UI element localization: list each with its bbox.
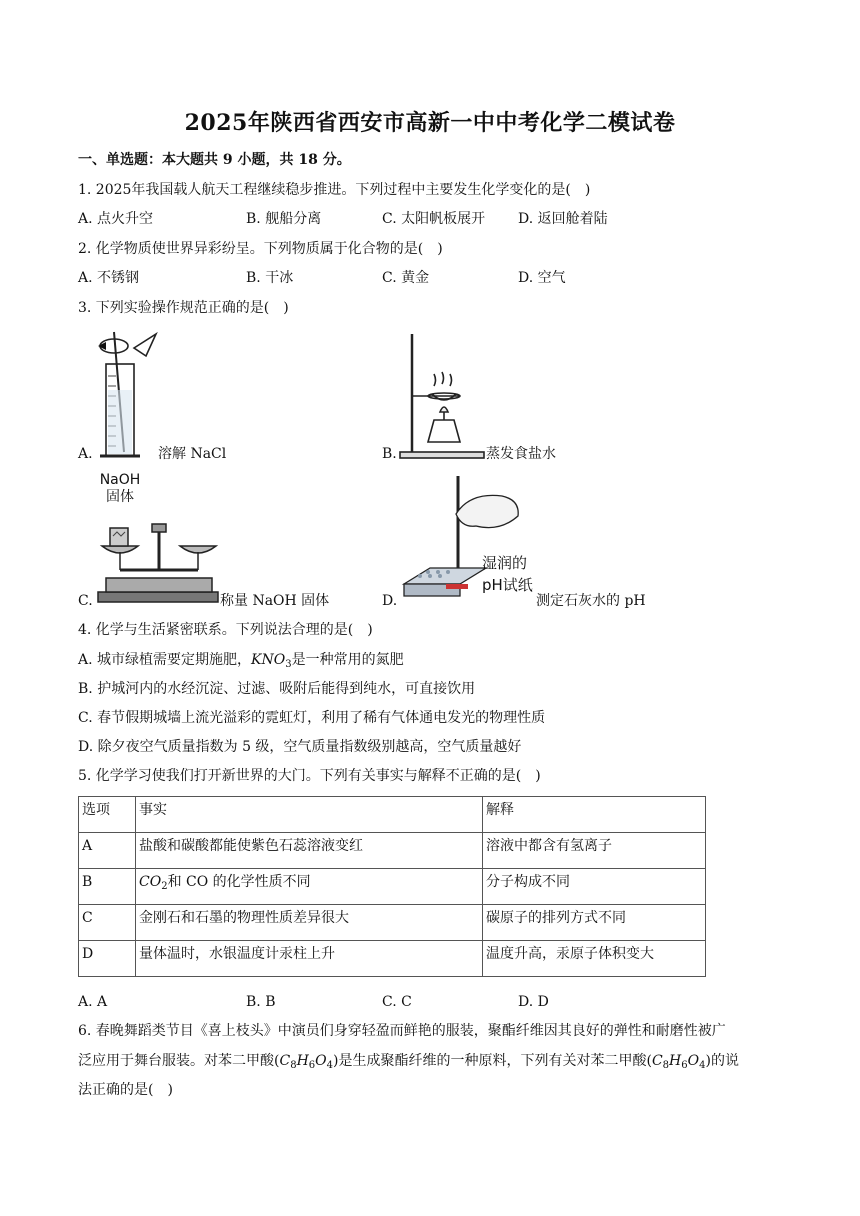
dissolve-nacl-figure bbox=[94, 326, 160, 460]
row-a-explanation: 溶液中都含有氢离子 bbox=[483, 833, 706, 869]
q2-option-a[interactable]: A. 不锈钢 bbox=[78, 270, 140, 286]
table-row bbox=[79, 833, 706, 869]
solid-label: 固体 bbox=[106, 489, 134, 505]
ph-paper-label: pH试纸 bbox=[482, 576, 533, 594]
table-row bbox=[79, 869, 706, 905]
naoh-label: NaOH bbox=[99, 472, 141, 488]
q4-option-b[interactable]: B. 护城河内的水经沉淀、过滤、吸附后能得到纯水，可直接饮用 bbox=[78, 681, 476, 697]
q4-option-c[interactable]: C. 春节假期城墙上流光溢彩的霓虹灯，利用了稀有气体通电发光的物理性质 bbox=[78, 710, 546, 726]
formula-o: O bbox=[687, 1053, 700, 1069]
formula-h-sub: 6 bbox=[681, 1060, 688, 1071]
q3-option-a-caption: 溶解 NaCl bbox=[158, 446, 227, 462]
q4-option-a-suffix: 是一种常用的氮肥 bbox=[291, 652, 404, 668]
q3-option-d-letter[interactable]: D. bbox=[382, 593, 398, 609]
section-heading: 一、单选题：本大题共 9 小题，共 18 分。 bbox=[78, 152, 351, 168]
q1-option-a[interactable]: A. 点火升空 bbox=[78, 211, 154, 227]
row-b-fact-text: 和 CO 的化学性质不同 bbox=[167, 874, 311, 890]
q3-option-b-letter[interactable]: B. bbox=[382, 446, 397, 462]
formula-c: C bbox=[279, 1053, 291, 1069]
table-row bbox=[79, 905, 706, 941]
q6-line2-post: )的说 bbox=[705, 1053, 739, 1069]
q4-option-a-text: A. 城市绿植需要定期施肥， bbox=[78, 652, 252, 668]
q2-option-b[interactable]: B. 干冰 bbox=[246, 270, 294, 286]
row-b-explanation: 分子构成不同 bbox=[483, 869, 706, 905]
q3-option-d-caption: 测定石灰水的 pH bbox=[536, 593, 646, 609]
formula-h: H bbox=[669, 1053, 682, 1069]
row-d-explanation: 温度升高，汞原子体积变大 bbox=[483, 941, 706, 977]
q1-option-b[interactable]: B. 舰船分离 bbox=[246, 211, 322, 227]
q5-option-c[interactable]: C. C bbox=[382, 994, 412, 1010]
q4-option-a[interactable] bbox=[78, 650, 404, 675]
formula-c-sub: 8 bbox=[290, 1060, 297, 1071]
q3-option-a-letter[interactable]: A. bbox=[78, 446, 93, 462]
table-row bbox=[79, 941, 706, 977]
row-d-option: D bbox=[79, 941, 136, 977]
co2-subscript: 2 bbox=[161, 881, 168, 892]
formula-c-sub: 8 bbox=[662, 1060, 670, 1071]
q1-option-d[interactable]: D. 返回舱着陆 bbox=[518, 211, 608, 227]
q6-line2-pre: 泛应用于舞台服装。对苯二甲酸( bbox=[78, 1053, 280, 1069]
row-a-option: A bbox=[79, 833, 136, 869]
question-6-line-1: 6. 春晚舞蹈类节目《喜上枝头》中演员们身穿轻盈而鲜艳的服装，聚酯纤维因其良好的弹性和耐磨性被广 bbox=[78, 1023, 726, 1039]
q1-option-c[interactable]: C. 太阳帆板展开 bbox=[382, 211, 486, 227]
evaporate-saltwater-figure bbox=[398, 330, 488, 460]
formula-c: C bbox=[651, 1053, 663, 1069]
kno3-subscript: 3 bbox=[285, 659, 292, 670]
row-c-fact: 金刚石和石墨的物理性质差异很大 bbox=[136, 905, 483, 941]
question-4-stem: 4. 化学与生活紧密联系。下列说法合理的是( ) bbox=[78, 622, 373, 638]
question-5-stem: 5. 化学学习使我们打开新世界的大门。下列有关事实与解释不正确的是( ) bbox=[78, 768, 541, 784]
formula-o-sub: 4 bbox=[326, 1060, 334, 1071]
q2-option-c[interactable]: C. 黄金 bbox=[382, 270, 430, 286]
balance-figure bbox=[96, 512, 220, 604]
formula-h: H bbox=[296, 1053, 309, 1069]
q3-option-c-letter[interactable]: C. bbox=[78, 593, 93, 609]
formula-o: O bbox=[315, 1053, 327, 1069]
q3-option-b-caption: 蒸发食盐水 bbox=[486, 446, 556, 462]
formula-o-sub: 4 bbox=[699, 1060, 706, 1071]
q5-option-b[interactable]: B. B bbox=[246, 994, 276, 1010]
q5-option-d[interactable]: D. D bbox=[518, 994, 549, 1010]
table-header-row bbox=[79, 797, 706, 833]
header-explanation: 解释 bbox=[483, 797, 706, 833]
question-1-stem: 1. 2025年我国载人航天工程继续稳步推进。下列过程中主要发生化学变化的是( ) bbox=[78, 182, 591, 198]
question-3-stem: 3. 下列实验操作规范正确的是( ) bbox=[78, 300, 289, 316]
q2-option-d[interactable]: D. 空气 bbox=[518, 270, 566, 286]
q3-option-c-caption: 称量 NaOH 固体 bbox=[220, 593, 330, 609]
row-c-option: C bbox=[79, 905, 136, 941]
wet-label: 湿润的 bbox=[482, 554, 528, 572]
facts-table bbox=[78, 796, 706, 977]
header-option: 选项 bbox=[79, 797, 136, 833]
q6-line2-mid: )是生成聚酯纤维的一种原料，下列有关对苯二甲酸( bbox=[333, 1053, 652, 1069]
q4-option-d[interactable]: D. 除夕夜空气质量指数为 5 级，空气质量指数级别越高，空气质量越好 bbox=[78, 739, 522, 755]
kno3-formula: KNO bbox=[251, 652, 286, 668]
question-6-line-2 bbox=[78, 1051, 739, 1076]
question-6-line-3: 法正确的是( ) bbox=[78, 1082, 173, 1098]
question-2-stem: 2. 化学物质使世界异彩纷呈。下列物质属于化合物的是( ) bbox=[78, 241, 443, 257]
row-a-fact: 盐酸和碳酸都能使紫色石蕊溶液变红 bbox=[136, 833, 483, 869]
q5-option-a[interactable]: A. A bbox=[78, 994, 108, 1010]
header-fact: 事实 bbox=[136, 797, 483, 833]
co2-formula: CO bbox=[139, 874, 162, 890]
formula-h-sub: 6 bbox=[308, 1060, 316, 1071]
row-b-option: B bbox=[79, 869, 136, 905]
row-c-explanation: 碳原子的排列方式不同 bbox=[483, 905, 706, 941]
row-d-fact: 量体温时，水银温度计汞柱上升 bbox=[136, 941, 483, 977]
row-b-fact bbox=[136, 869, 483, 905]
exam-title: 2025年陕西省西安市高新一中中考化学二模试卷 bbox=[184, 110, 676, 136]
